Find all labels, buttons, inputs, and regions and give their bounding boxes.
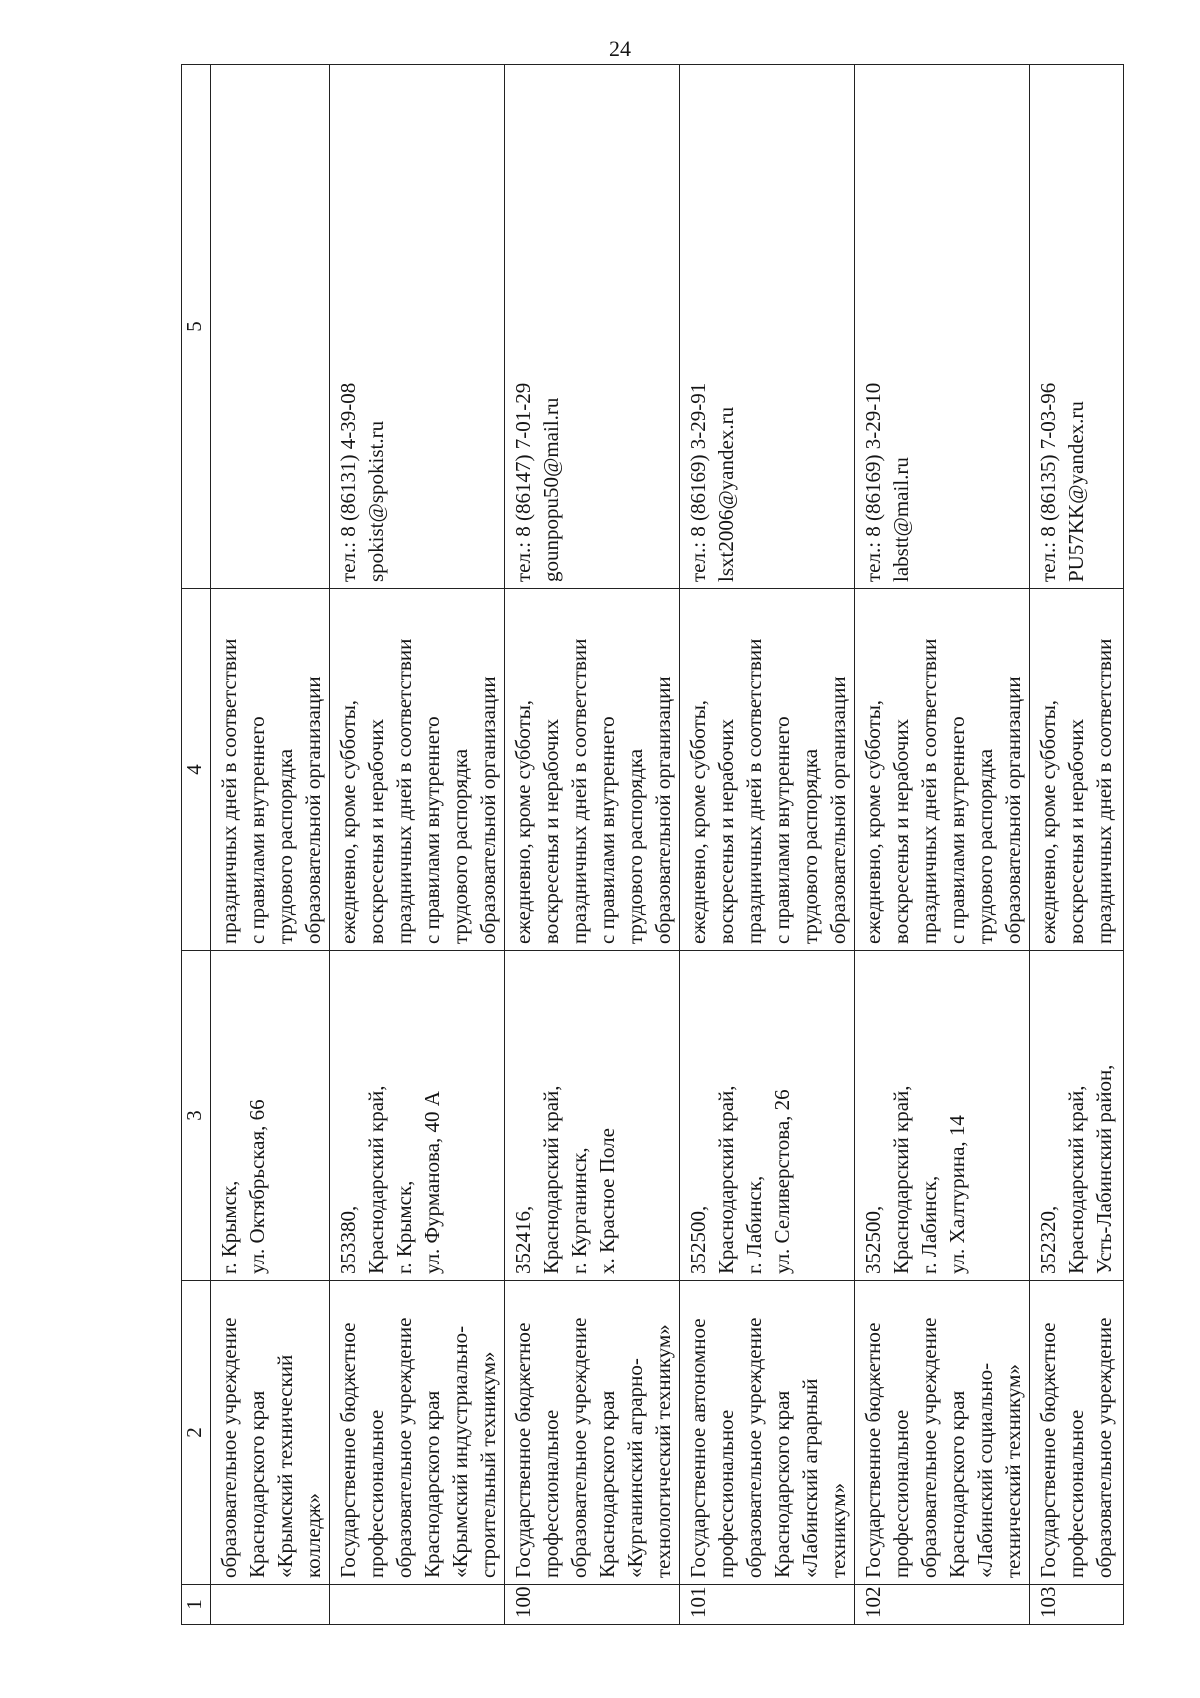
- contact-info: тел.: 8 (86131) 4-39-08 spokist@spokist.ru: [330, 65, 505, 589]
- organizations-table: [181, 64, 1124, 1625]
- row-number: 101: [680, 1585, 855, 1625]
- table-row: [330, 65, 505, 1625]
- rotated-table-container: [181, 65, 1116, 1625]
- row-number: 103: [1030, 1585, 1124, 1625]
- contact-info: тел.: 8 (86169) 3-29-91 lsxt2006@yandex.ru: [680, 65, 855, 589]
- working-schedule: ежедневно, кроме субботы, воскресенья и нерабочих праздничных дней в соответствии с правилами внутреннего трудового распорядка образовательной организации: [855, 589, 1030, 951]
- column-header: 4: [182, 589, 211, 951]
- working-schedule: ежедневно, кроме субботы, воскресенья и нерабочих праздничных дней в соответствии с правилами внутреннего трудового распорядка образовательной организации: [505, 589, 680, 951]
- organization-address: 352500, Краснодарский край, г. Лабинск, ул. Селиверстова, 26: [680, 951, 855, 1281]
- organization-address: 352500, Краснодарский край, г. Лабинск, ул. Халтурина, 14: [855, 951, 1030, 1281]
- column-header: 5: [182, 65, 211, 589]
- organization-name: Государственное бюджетное профессиональное образовательное учреждение: [1030, 1281, 1124, 1585]
- table-row: [211, 65, 330, 1625]
- organization-name: Государственное автономное профессиональное образовательное учреждение Краснодарского края «Лабинский аграрный техникум»: [680, 1281, 855, 1585]
- contact-info: тел.: 8 (86147) 7-01-29 gounpopu50@mail.ru: [505, 65, 680, 589]
- organization-name: Государственное бюджетное профессиональное образовательное учреждение Краснодарского края «Курганинский аграрно- технологический техникум»: [505, 1281, 680, 1585]
- organization-address: г. Крымск, ул. Октябрьская, 66: [211, 951, 330, 1281]
- page-number: 24: [609, 36, 631, 61]
- organization-name: образовательное учреждение Краснодарского края «Крымский технический колледж»: [211, 1281, 330, 1585]
- organization-address: 353380, Краснодарский край, г. Крымск, ул. Фурманова, 40 А: [330, 951, 505, 1281]
- working-schedule: ежедневно, кроме субботы, воскресенья и нерабочих праздничных дней в соответствии с правилами внутреннего трудового распорядка образовательной организации: [330, 589, 505, 951]
- organization-name: Государственное бюджетное профессиональное образовательное учреждение Краснодарского края «Крымский индустриально- строительный техникум»: [330, 1281, 505, 1585]
- table-header-row: [182, 65, 211, 1625]
- row-number: [330, 1585, 505, 1625]
- row-number: 100: [505, 1585, 680, 1625]
- column-header: 1: [182, 1585, 211, 1625]
- organization-address: 352320, Краснодарский край, Усть-Лабинский район,: [1030, 951, 1124, 1281]
- column-header: 2: [182, 1281, 211, 1585]
- table-row: [855, 65, 1030, 1625]
- contact-info: [211, 65, 330, 589]
- table-row: [505, 65, 680, 1625]
- contact-info: тел.: 8 (86135) 7-03-96 PU57KK@yandex.ru: [1030, 65, 1124, 589]
- table-row: [680, 65, 855, 1625]
- row-number: 102: [855, 1585, 1030, 1625]
- table-row: [1030, 65, 1124, 1625]
- row-number: [211, 1585, 330, 1625]
- working-schedule: ежедневно, кроме субботы, воскресенья и нерабочих праздничных дней в соответствии: [1030, 589, 1124, 951]
- working-schedule: ежедневно, кроме субботы, воскресенья и нерабочих праздничных дней в соответствии с правилами внутреннего трудового распорядка образовательной организации: [680, 589, 855, 951]
- column-header: 3: [182, 951, 211, 1281]
- working-schedule: праздничных дней в соответствии с правилами внутреннего трудового распорядка образовательной организации: [211, 589, 330, 951]
- organization-address: 352416, Краснодарский край, г. Курганинск, х. Красное Поле: [505, 951, 680, 1281]
- contact-info: тел.: 8 (86169) 3-29-10 labstt@mail.ru: [855, 65, 1030, 589]
- organization-name: Государственное бюджетное профессиональное образовательное учреждение Краснодарского края «Лабинский социально- технический техникум»: [855, 1281, 1030, 1585]
